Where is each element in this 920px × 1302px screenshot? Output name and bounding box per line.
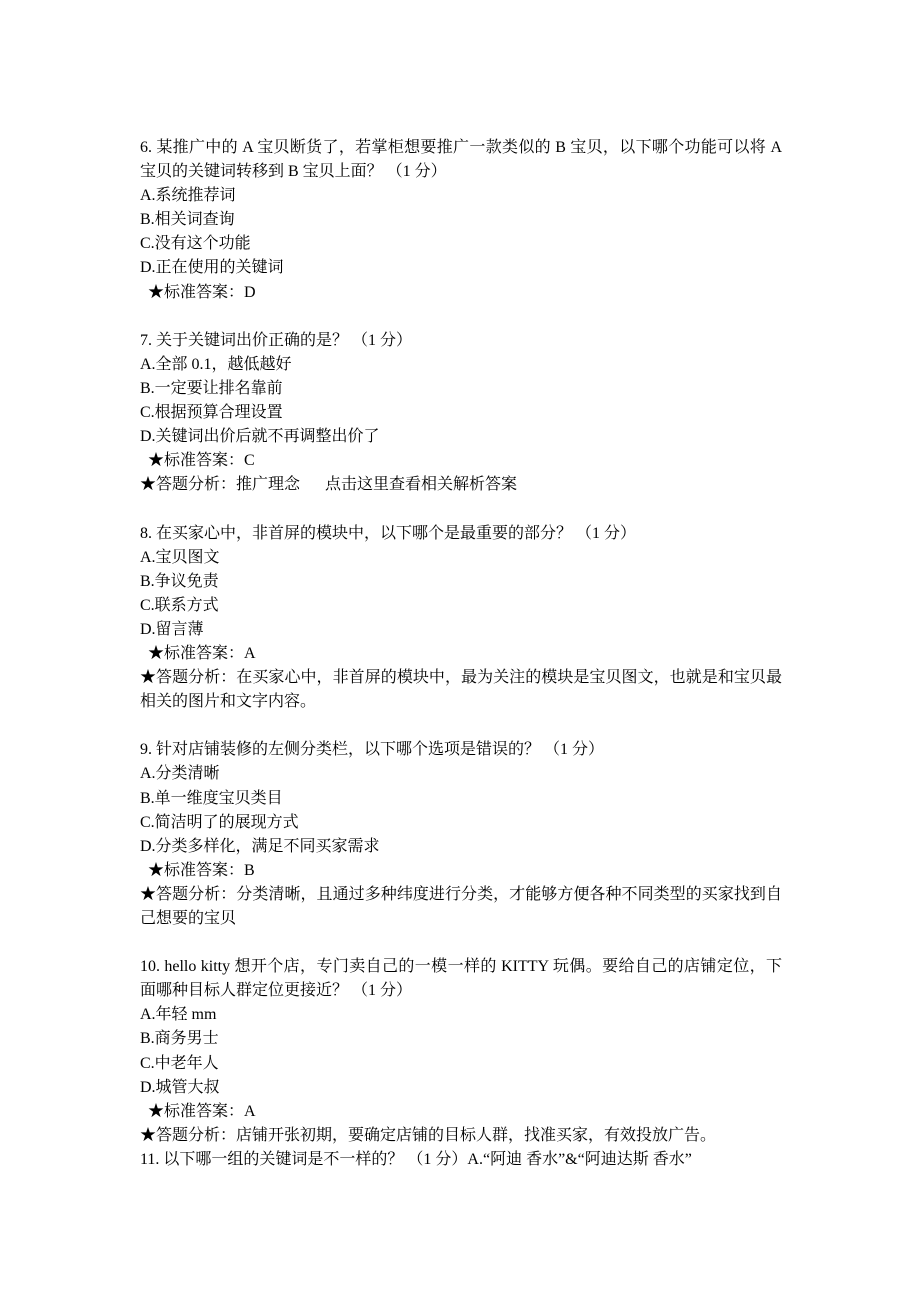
option-d: D.关键词出价后就不再调整出价了	[140, 428, 380, 446]
analysis-text: ★答题分析：推广理念	[140, 476, 301, 494]
option-b: B.争议免责	[140, 572, 219, 590]
answer-analysis	[140, 473, 782, 497]
option-d: D.留言薄	[140, 620, 204, 638]
option-c: C.根据预算合理设置	[140, 404, 283, 422]
question-stem: 10. hello kitty 想开个店，专门卖自己的一模一样的 KITTY 玩偶。要给自己的店铺定位，下	[140, 958, 782, 976]
answer-analysis: ★答题分析：店铺开张初期，要确定店铺的目标人群，找准买家，有效投放广告。	[140, 1126, 717, 1144]
question-stem: 11. 以下哪一组的关键词是不一样的？ （1 分）A.“阿迪 香水”&“阿迪达斯 香水”	[140, 1150, 692, 1168]
option-c: C.没有这个功能	[140, 235, 251, 253]
option-b: B.商务男士	[140, 1030, 219, 1048]
option-b: B.单一维度宝贝类目	[140, 789, 283, 807]
option-d: D.正在使用的关键词	[140, 259, 284, 277]
standard-answer: ★标准答案：A	[148, 644, 256, 662]
question-6	[140, 136, 782, 305]
option-d: D.分类多样化，满足不同买家需求	[140, 837, 380, 855]
option-c: C.中老年人	[140, 1054, 219, 1072]
option-b: B.一定要让排名靠前	[140, 379, 283, 397]
standard-answer: ★标准答案：D	[148, 283, 256, 301]
question-9	[140, 738, 782, 931]
analysis-link[interactable]: 点击这里查看相关解析答案	[325, 476, 518, 494]
answer-analysis: 己想要的宝贝	[140, 910, 237, 927]
answer-analysis: 相关的图片和文字内容。	[140, 693, 317, 711]
question-11	[140, 1148, 782, 1172]
option-a: A.年轻 mm	[140, 1006, 217, 1024]
question-7	[140, 329, 782, 498]
question-stem: 宝贝的关键词转移到 B 宝贝上面？ （1 分）	[140, 163, 447, 181]
question-8	[140, 522, 782, 715]
option-a: A.宝贝图文	[140, 548, 220, 566]
standard-answer: ★标准答案：A	[148, 1102, 256, 1120]
question-stem: 8. 在买家心中，非首屏的模块中，以下哪个是最重要的部分？ （1 分）	[140, 524, 637, 542]
option-a: A.系统推荐词	[140, 187, 236, 205]
option-b: B.相关词查询	[140, 211, 235, 229]
document-page	[140, 136, 782, 1172]
option-c: C.联系方式	[140, 596, 219, 614]
option-c: C.简洁明了的展现方式	[140, 813, 299, 831]
question-stem: 9. 针对店铺装修的左侧分类栏，以下哪个选项是错误的？ （1 分）	[140, 741, 605, 759]
standard-answer: ★标准答案：B	[148, 861, 255, 879]
question-stem: 7. 关于关键词出价正确的是？ （1 分）	[140, 331, 413, 349]
standard-answer: ★标准答案：C	[148, 452, 255, 470]
question-10	[140, 955, 782, 1148]
answer-analysis: ★答题分析：在买家心中，非首屏的模块中，最为关注的模块是宝贝图文，也就是和宝贝最	[140, 669, 782, 687]
option-a: A.全部 0.1，越低越好	[140, 355, 292, 373]
answer-analysis: ★答题分析：分类清晰，且通过多种纬度进行分类，才能够方便各种不同类型的买家找到自	[140, 885, 782, 903]
option-a: A.分类清晰	[140, 765, 220, 783]
question-stem: 面哪种目标人群定位更接近？ （1 分）	[140, 982, 413, 1000]
option-d: D.城管大叔	[140, 1078, 220, 1096]
question-stem: 6. 某推广中的 A 宝贝断货了，若掌柜想要推广一款类似的 B 宝贝，以下哪个功能可以将 A	[140, 139, 782, 156]
